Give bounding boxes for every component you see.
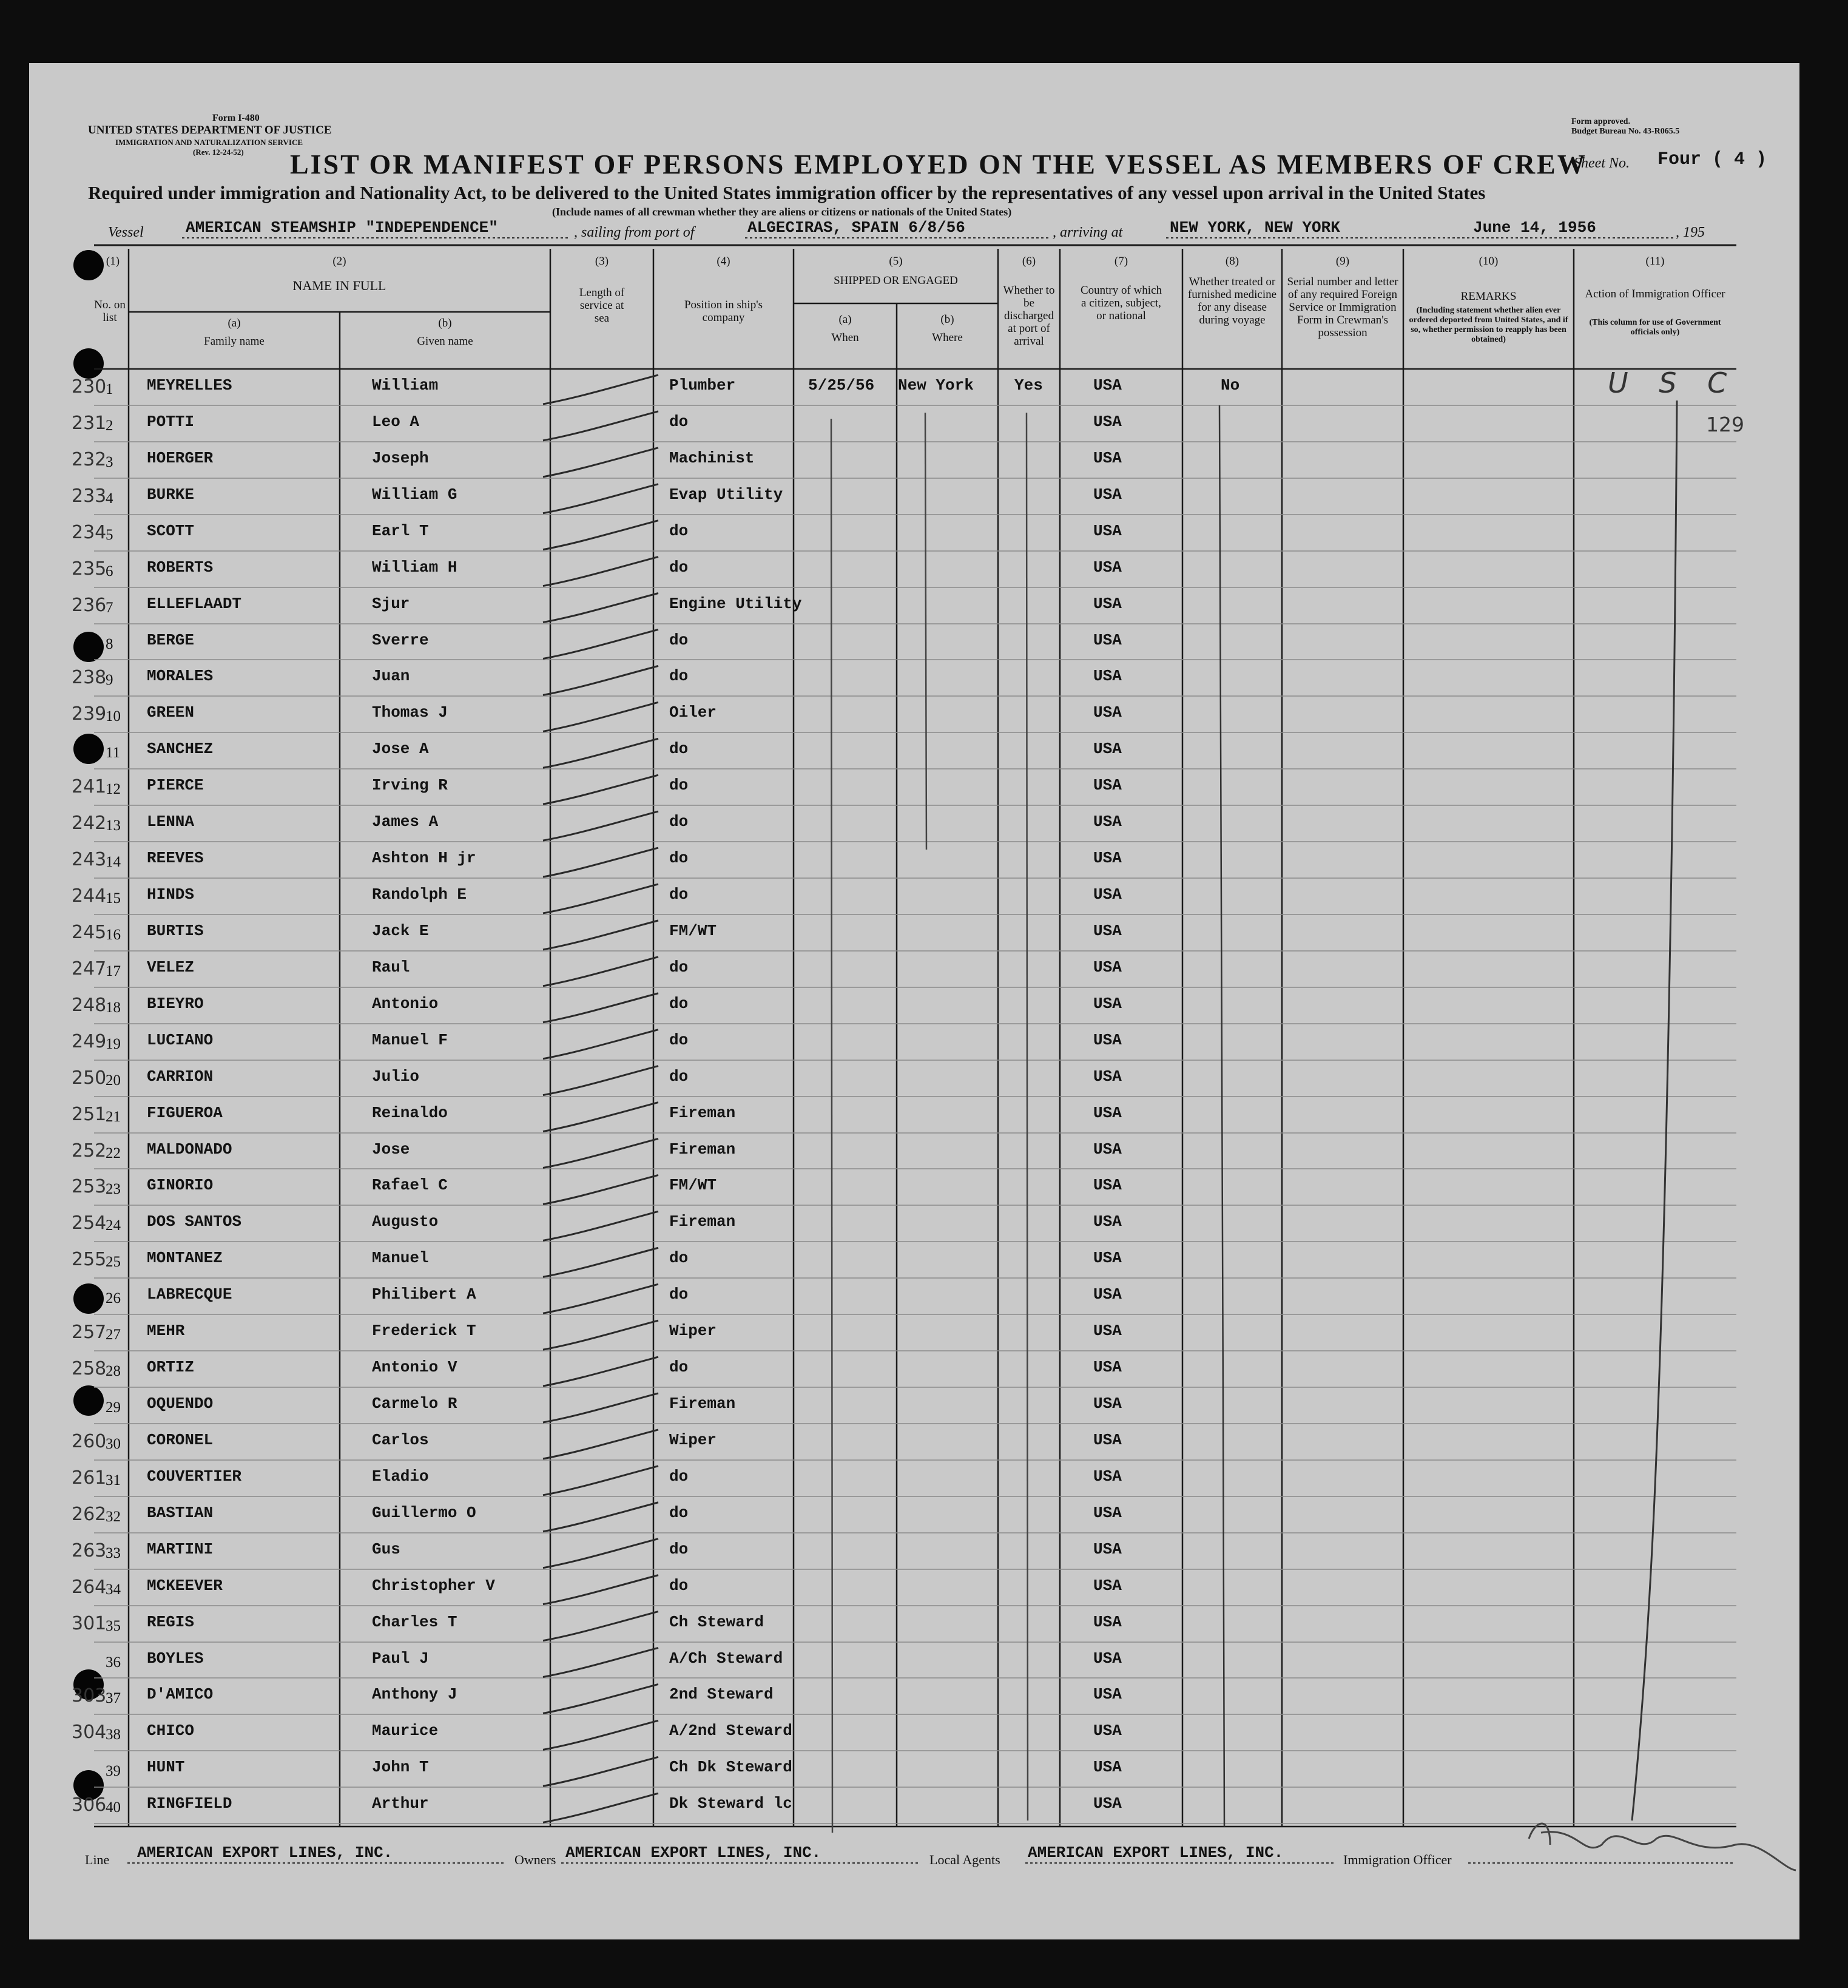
list-number-cell: 15 xyxy=(106,890,121,907)
list-number-cell: 33 xyxy=(106,1544,121,1561)
given-name-cell: Manuel xyxy=(372,1249,429,1268)
col2-label: NAME IN FULL xyxy=(292,278,386,293)
given-name-cell: Charles T xyxy=(372,1612,457,1631)
handwritten-seq-cell: 244 xyxy=(72,885,107,907)
given-name-cell: Gus xyxy=(372,1540,400,1558)
country-cell: USA xyxy=(1093,1576,1122,1595)
handwritten-seq-cell: 252 xyxy=(72,1140,107,1161)
list-number-cell: 13 xyxy=(106,817,121,834)
family-name-cell: VELEZ xyxy=(147,958,195,976)
handwritten-seq-cell: 263 xyxy=(72,1540,107,1561)
country-cell: USA xyxy=(1093,1794,1122,1813)
col1-label: No. on list xyxy=(94,299,126,324)
given-name-cell: Leo A xyxy=(372,412,420,431)
country-cell: USA xyxy=(1093,1612,1122,1631)
country-cell: USA xyxy=(1093,521,1122,540)
given-name-cell: Christopher V xyxy=(372,1576,495,1595)
agents-value: AMERICAN EXPORT LINES, INC. xyxy=(1028,1844,1284,1862)
col10-number: (10) xyxy=(1479,255,1499,268)
col7-number: (7) xyxy=(1114,255,1128,268)
position-cell: do xyxy=(669,849,689,868)
family-name-cell: LABRECQUE xyxy=(147,1285,232,1304)
col5-label: SHIPPED OR ENGAGED xyxy=(834,274,958,287)
family-name-cell: POTTI xyxy=(147,412,195,431)
given-name-cell: Antonio xyxy=(372,994,439,1013)
given-name-cell: Julio xyxy=(372,1067,420,1086)
col6-label: Whether to be discharged at port of arrival xyxy=(1003,284,1055,348)
col10-note: (Including statement whether alien ever ordered deported from United States, and if so, whether permission to reapply has been obtained) xyxy=(1409,306,1568,344)
position-cell: do xyxy=(669,958,689,976)
given-name-cell: Earl T xyxy=(372,521,429,540)
position-cell: do xyxy=(669,558,689,576)
department-name: UNITED STATES DEPARTMENT OF JUSTICE xyxy=(88,124,332,137)
given-name-cell: Manuel F xyxy=(372,1030,448,1049)
col5a-number: (a) xyxy=(838,313,852,326)
given-name-cell: Jack E xyxy=(372,921,429,940)
given-name-cell: Paul J xyxy=(372,1649,429,1668)
given-name-cell: Rafael C xyxy=(372,1176,448,1195)
handwritten-seq-cell: 236 xyxy=(72,594,107,616)
handwritten-seq-cell: 261 xyxy=(72,1467,107,1489)
position-cell: do xyxy=(669,813,689,831)
col6-number: (6) xyxy=(1022,255,1036,268)
col11-note: (This column for use of Government officials only) xyxy=(1589,318,1721,337)
handwritten-seq-cell: 262 xyxy=(72,1503,107,1525)
country-cell: USA xyxy=(1093,1212,1122,1231)
family-name-cell: HUNT xyxy=(147,1758,185,1777)
position-cell: A/2nd Steward xyxy=(669,1722,792,1740)
given-name-cell: Frederick T xyxy=(372,1322,476,1341)
position-cell: Ch Steward xyxy=(669,1612,764,1631)
handwritten-seq-cell: 260 xyxy=(72,1430,107,1452)
family-name-cell: BIEYRO xyxy=(147,994,204,1013)
family-name-cell: HINDS xyxy=(147,885,195,904)
col8-number: (8) xyxy=(1225,255,1239,268)
family-name-cell: CARRION xyxy=(147,1067,214,1086)
list-number-cell: 40 xyxy=(106,1799,121,1816)
handwritten-seq-cell: 239 xyxy=(72,703,107,725)
given-name-cell: Anthony J xyxy=(372,1685,457,1704)
handwritten-seq-cell: 248 xyxy=(72,994,107,1016)
family-name-cell: FIGUEROA xyxy=(147,1103,223,1122)
service-name: IMMIGRATION AND NATURALIZATION SERVICE xyxy=(115,138,303,147)
country-cell: USA xyxy=(1093,776,1122,795)
list-number-cell: 20 xyxy=(106,1072,121,1089)
line-label: Line xyxy=(85,1852,110,1867)
country-cell: USA xyxy=(1093,1176,1122,1195)
position-cell: Machinist xyxy=(669,448,755,467)
list-number-cell: 32 xyxy=(106,1508,121,1525)
list-number-cell: 16 xyxy=(106,926,121,943)
col5b-number: (b) xyxy=(940,313,954,326)
position-cell: 2nd Steward xyxy=(669,1685,774,1704)
position-cell: do xyxy=(669,1067,689,1086)
position-cell: do xyxy=(669,1467,689,1486)
form-number: Form I-480 xyxy=(212,113,260,123)
country-cell: USA xyxy=(1093,1395,1122,1413)
col7-label: Country of which a citizen, subject, or national xyxy=(1080,284,1162,322)
country-cell: USA xyxy=(1093,740,1122,759)
family-name-cell: MALDONADO xyxy=(147,1140,232,1158)
arrival-port: NEW YORK, NEW YORK xyxy=(1170,218,1340,237)
position-cell: Dk Steward lc xyxy=(669,1794,792,1813)
list-number-cell: 21 xyxy=(106,1108,121,1125)
handwritten-seq-cell: 255 xyxy=(72,1249,107,1271)
col11-number: (11) xyxy=(1645,255,1665,268)
officer-label: Immigration Officer xyxy=(1343,1852,1452,1867)
given-name-cell: Jose xyxy=(372,1140,410,1158)
position-cell: Wiper xyxy=(669,1430,717,1449)
country-cell: USA xyxy=(1093,1430,1122,1449)
col3-number: (3) xyxy=(595,255,609,268)
family-name-cell: CORONEL xyxy=(147,1430,214,1449)
country-cell: USA xyxy=(1093,1285,1122,1304)
country-cell: USA xyxy=(1093,1722,1122,1740)
position-cell: do xyxy=(669,631,689,649)
family-name-cell: MCKEEVER xyxy=(147,1576,223,1595)
position-cell: Fireman xyxy=(669,1212,736,1231)
list-number-cell: 10 xyxy=(106,708,121,725)
officer-count: 129 xyxy=(1706,413,1744,436)
agents-label: Local Agents xyxy=(929,1852,1000,1867)
family-name-cell: GREEN xyxy=(147,703,195,722)
given-name-cell: Philibert A xyxy=(372,1285,476,1304)
given-name-cell: William H xyxy=(372,558,457,576)
family-name-cell: MONTANEZ xyxy=(147,1249,223,1268)
position-cell: do xyxy=(669,1030,689,1049)
family-name-cell: COUVERTIER xyxy=(147,1467,242,1486)
col2-number: (2) xyxy=(332,255,346,268)
country-cell: USA xyxy=(1093,1030,1122,1049)
handwritten-seq-cell: 233 xyxy=(72,485,107,507)
family-name-cell: PIERCE xyxy=(147,776,204,795)
col4-label: Position in ship's company xyxy=(684,299,763,324)
list-number-cell: 23 xyxy=(106,1181,121,1198)
list-number-cell: 4 xyxy=(106,490,113,507)
position-cell: FM/WT xyxy=(669,1176,717,1195)
family-name-cell: SCOTT xyxy=(147,521,195,540)
position-cell: A/Ch Steward xyxy=(669,1649,783,1668)
given-name-cell: Juan xyxy=(372,667,410,686)
col1-number: (1) xyxy=(106,255,120,268)
country-cell: USA xyxy=(1093,412,1122,431)
family-name-cell: OQUENDO xyxy=(147,1395,214,1413)
family-name-cell: LENNA xyxy=(147,813,195,831)
page-title: LIST OR MANIFEST OF PERSONS EMPLOYED ON THE VESSEL AS MEMBERS OF CREW xyxy=(290,149,1587,180)
list-number-cell: 12 xyxy=(106,781,121,798)
col9-label: Serial number and letter of any required Foreign Service or Immigration Form in Crewman's possession xyxy=(1287,276,1398,339)
country-cell: USA xyxy=(1093,813,1122,831)
col3-label: Length of service at sea xyxy=(579,286,625,325)
list-number-cell: 28 xyxy=(106,1363,121,1380)
family-name-cell: ORTIZ xyxy=(147,1358,195,1377)
given-name-cell: Arthur xyxy=(372,1794,429,1813)
country-cell: USA xyxy=(1093,1249,1122,1268)
family-name-cell: BOYLES xyxy=(147,1649,204,1668)
given-name-cell: Antonio V xyxy=(372,1358,457,1377)
handwritten-seq-cell: 264 xyxy=(72,1576,107,1598)
given-name-cell: Sverre xyxy=(372,631,429,649)
position-cell: do xyxy=(669,521,689,540)
country-cell: USA xyxy=(1093,921,1122,940)
family-name-cell: MEYRELLES xyxy=(147,376,232,394)
col2b-label: Given name xyxy=(417,335,473,348)
list-number-cell: 2 xyxy=(106,417,113,434)
position-cell: Evap Utility xyxy=(669,485,783,504)
list-number-cell: 36 xyxy=(106,1654,121,1671)
given-name-cell: Augusto xyxy=(372,1212,439,1231)
handwritten-seq-cell: 241 xyxy=(72,776,107,798)
position-cell: do xyxy=(669,1503,689,1522)
country-cell: USA xyxy=(1093,1067,1122,1086)
given-name-cell: Carmelo R xyxy=(372,1395,457,1413)
family-name-cell: D'AMICO xyxy=(147,1685,214,1704)
given-name-cell: Sjur xyxy=(372,594,410,613)
position-cell: Wiper xyxy=(669,1322,717,1341)
position-cell: do xyxy=(669,1540,689,1558)
handwritten-seq-cell: 242 xyxy=(72,813,107,834)
position-cell: do xyxy=(669,994,689,1013)
handwritten-seq-cell: 247 xyxy=(72,958,107,979)
country-cell: USA xyxy=(1093,448,1122,467)
medicine-cell: No xyxy=(1221,376,1240,394)
discharged-cell: Yes xyxy=(1014,376,1043,394)
family-name-cell: LUCIANO xyxy=(147,1030,214,1049)
given-name-cell: Ashton H jr xyxy=(372,849,476,868)
given-name-cell: John T xyxy=(372,1758,429,1777)
list-number-cell: 1 xyxy=(106,381,113,397)
family-name-cell: BURKE xyxy=(147,485,195,504)
handwritten-seq-cell: 257 xyxy=(72,1322,107,1344)
given-name-cell: William G xyxy=(372,485,457,504)
arriving-label: , arriving at xyxy=(1053,225,1123,240)
position-cell: Oiler xyxy=(669,703,717,722)
list-number-cell: 37 xyxy=(106,1690,121,1707)
arrival-date: June 14, 1956 xyxy=(1473,218,1596,237)
handwritten-seq-cell: 238 xyxy=(72,667,107,689)
col5b-label: Where xyxy=(932,331,963,344)
list-number-cell: 18 xyxy=(106,999,121,1016)
family-name-cell: DOS SANTOS xyxy=(147,1212,242,1231)
position-cell: do xyxy=(669,1576,689,1595)
family-name-cell: BERGE xyxy=(147,631,195,649)
list-number-cell: 39 xyxy=(106,1763,121,1780)
position-cell: Plumber xyxy=(669,376,736,394)
list-number-cell: 14 xyxy=(106,854,121,871)
family-name-cell: SANCHEZ xyxy=(147,740,214,759)
family-name-cell: CHICO xyxy=(147,1722,195,1740)
position-cell: Ch Dk Steward xyxy=(669,1758,792,1777)
list-number-cell: 34 xyxy=(106,1581,121,1598)
handwritten-seq-cell: 231 xyxy=(72,412,107,434)
form-approved: Form approved. xyxy=(1571,117,1630,126)
position-cell: Fireman xyxy=(669,1140,736,1158)
handwritten-seq-cell: 304 xyxy=(72,1722,107,1743)
country-cell: USA xyxy=(1093,1103,1122,1122)
list-number-cell: 35 xyxy=(106,1617,121,1634)
country-cell: USA xyxy=(1093,1358,1122,1377)
position-cell: Fireman xyxy=(669,1395,736,1413)
include-note: (Include names of all crewman whether they are aliens or citizens or nationals of the United States) xyxy=(552,206,1012,218)
given-name-cell: Irving R xyxy=(372,776,448,795)
country-cell: USA xyxy=(1093,703,1122,722)
country-cell: USA xyxy=(1093,376,1122,394)
handwritten-seq-cell: 234 xyxy=(72,521,107,543)
country-cell: USA xyxy=(1093,1467,1122,1486)
family-name-cell: HOERGER xyxy=(147,448,214,467)
shipped-when-cell: 5/25/56 xyxy=(808,376,875,394)
given-name-cell: Joseph xyxy=(372,448,429,467)
country-cell: USA xyxy=(1093,849,1122,868)
handwritten-seq-cell: 306 xyxy=(72,1794,107,1816)
list-number-cell: 27 xyxy=(106,1327,121,1344)
given-name-cell: Randolph E xyxy=(372,885,467,904)
col2b-number: (b) xyxy=(438,317,452,330)
list-number-cell: 19 xyxy=(106,1035,121,1052)
position-cell: do xyxy=(669,667,689,686)
list-number-cell: 7 xyxy=(106,599,113,616)
vessel-label: Vessel xyxy=(108,225,144,240)
country-cell: USA xyxy=(1093,485,1122,504)
departure-port: ALGECIRAS, SPAIN 6/8/56 xyxy=(747,218,965,237)
line-value: AMERICAN EXPORT LINES, INC. xyxy=(137,1844,393,1862)
handwritten-seq-cell: 235 xyxy=(72,558,107,580)
country-cell: USA xyxy=(1093,994,1122,1013)
country-cell: USA xyxy=(1093,1540,1122,1558)
shipped-where-cell: New York xyxy=(898,376,974,394)
list-number-cell: 24 xyxy=(106,1217,121,1234)
sheet-label: Sheet No. xyxy=(1574,155,1630,171)
owners-label: Owners xyxy=(514,1852,556,1867)
country-cell: USA xyxy=(1093,594,1122,613)
family-name-cell: MARTINI xyxy=(147,1540,214,1558)
country-cell: USA xyxy=(1093,1649,1122,1668)
position-cell: Fireman xyxy=(669,1103,736,1122)
family-name-cell: RINGFIELD xyxy=(147,1794,232,1813)
col9-number: (9) xyxy=(1335,255,1350,268)
country-cell: USA xyxy=(1093,667,1122,686)
position-cell: do xyxy=(669,885,689,904)
country-cell: USA xyxy=(1093,1685,1122,1704)
family-name-cell: MORALES xyxy=(147,667,214,686)
handwritten-seq-cell: 249 xyxy=(72,1030,107,1052)
revision-date: (Rev. 12-24-52) xyxy=(193,147,244,157)
family-name-cell: BURTIS xyxy=(147,921,204,940)
country-cell: USA xyxy=(1093,631,1122,649)
list-number-cell: 17 xyxy=(106,962,121,979)
col5-number: (5) xyxy=(889,255,903,268)
position-cell: do xyxy=(669,1249,689,1268)
list-number-cell: 6 xyxy=(106,563,113,580)
sailing-label: , sailing from port of xyxy=(574,225,695,240)
handwritten-seq-cell: 303 xyxy=(72,1685,107,1707)
given-name-cell: Carlos xyxy=(372,1430,429,1449)
list-number-cell: 9 xyxy=(106,672,113,689)
owners-value: AMERICAN EXPORT LINES, INC. xyxy=(565,1844,821,1862)
list-number-cell: 26 xyxy=(106,1290,121,1307)
position-cell: do xyxy=(669,1285,689,1304)
officer-usc-mark: U S C xyxy=(1608,367,1738,399)
family-name-cell: REEVES xyxy=(147,849,204,868)
country-cell: USA xyxy=(1093,1758,1122,1777)
family-name-cell: GINORIO xyxy=(147,1176,214,1195)
sheet-number: Four ( 4 ) xyxy=(1657,149,1767,170)
handwritten-seq-cell: 301 xyxy=(72,1612,107,1634)
vessel-name: AMERICAN STEAMSHIP "INDEPENDENCE" xyxy=(186,218,498,237)
col11-label: Action of Immigration Officer xyxy=(1585,288,1725,300)
col2a-label: Family name xyxy=(204,335,265,348)
col8-label: Whether treated or furnished medicine for any disease during voyage xyxy=(1187,276,1277,326)
list-number-cell: 3 xyxy=(106,453,113,470)
handwritten-seq-cell: 245 xyxy=(72,921,107,943)
position-cell: do xyxy=(669,776,689,795)
handwritten-seq-cell: 230 xyxy=(72,376,107,397)
country-cell: USA xyxy=(1093,1140,1122,1158)
list-number-cell: 30 xyxy=(106,1435,121,1452)
col5a-label: When xyxy=(831,331,859,344)
family-name-cell: ELLEFLAADT xyxy=(147,594,242,613)
handwritten-seq-cell: 253 xyxy=(72,1176,107,1198)
given-name-cell: William xyxy=(372,376,439,394)
given-name-cell: Eladio xyxy=(372,1467,429,1486)
col4-number: (4) xyxy=(717,255,730,268)
year-suffix: , 195 xyxy=(1676,225,1705,240)
handwritten-seq-cell: 250 xyxy=(72,1067,107,1089)
position-cell: Engine Utility xyxy=(669,594,802,613)
position-cell: do xyxy=(669,740,689,759)
given-name-cell: Reinaldo xyxy=(372,1103,448,1122)
given-name-cell: James A xyxy=(372,813,439,831)
handwritten-seq-cell: 251 xyxy=(72,1103,107,1125)
col10-label: REMARKS xyxy=(1460,290,1517,303)
position-cell: do xyxy=(669,1358,689,1377)
family-name-cell: MEHR xyxy=(147,1322,185,1341)
list-number-cell: 29 xyxy=(106,1399,121,1416)
given-name-cell: Raul xyxy=(372,958,410,976)
subtitle: Required under immigration and Nationality Act, to be delivered to the United States immigration officer by the representatives of any vessel upon arrival in the United States xyxy=(88,182,1486,203)
list-number-cell: 25 xyxy=(106,1254,121,1271)
budget-bureau: Budget Bureau No. 43-R065.5 xyxy=(1571,127,1680,136)
country-cell: USA xyxy=(1093,1322,1122,1341)
family-name-cell: ROBERTS xyxy=(147,558,214,576)
list-number-cell: 8 xyxy=(106,635,113,652)
col2a-number: (a) xyxy=(228,317,241,330)
given-name-cell: Jose A xyxy=(372,740,429,759)
list-number-cell: 22 xyxy=(106,1144,121,1161)
country-cell: USA xyxy=(1093,885,1122,904)
handwritten-seq-cell: 254 xyxy=(72,1212,107,1234)
country-cell: USA xyxy=(1093,958,1122,976)
given-name-cell: Thomas J xyxy=(372,703,448,722)
handwritten-seq-cell: 243 xyxy=(72,849,107,871)
country-cell: USA xyxy=(1093,558,1122,576)
list-number-cell: 11 xyxy=(106,745,121,762)
handwritten-seq-cell: 258 xyxy=(72,1358,107,1380)
given-name-cell: Guillermo O xyxy=(372,1503,476,1522)
list-number-cell: 31 xyxy=(106,1472,121,1489)
position-cell: FM/WT xyxy=(669,921,717,940)
list-number-cell: 38 xyxy=(106,1726,121,1743)
family-name-cell: BASTIAN xyxy=(147,1503,214,1522)
country-cell: USA xyxy=(1093,1503,1122,1522)
handwritten-seq-cell: 232 xyxy=(72,448,107,470)
position-cell: do xyxy=(669,412,689,431)
list-number-cell: 5 xyxy=(106,526,113,543)
given-name-cell: Maurice xyxy=(372,1722,439,1740)
family-name-cell: REGIS xyxy=(147,1612,195,1631)
